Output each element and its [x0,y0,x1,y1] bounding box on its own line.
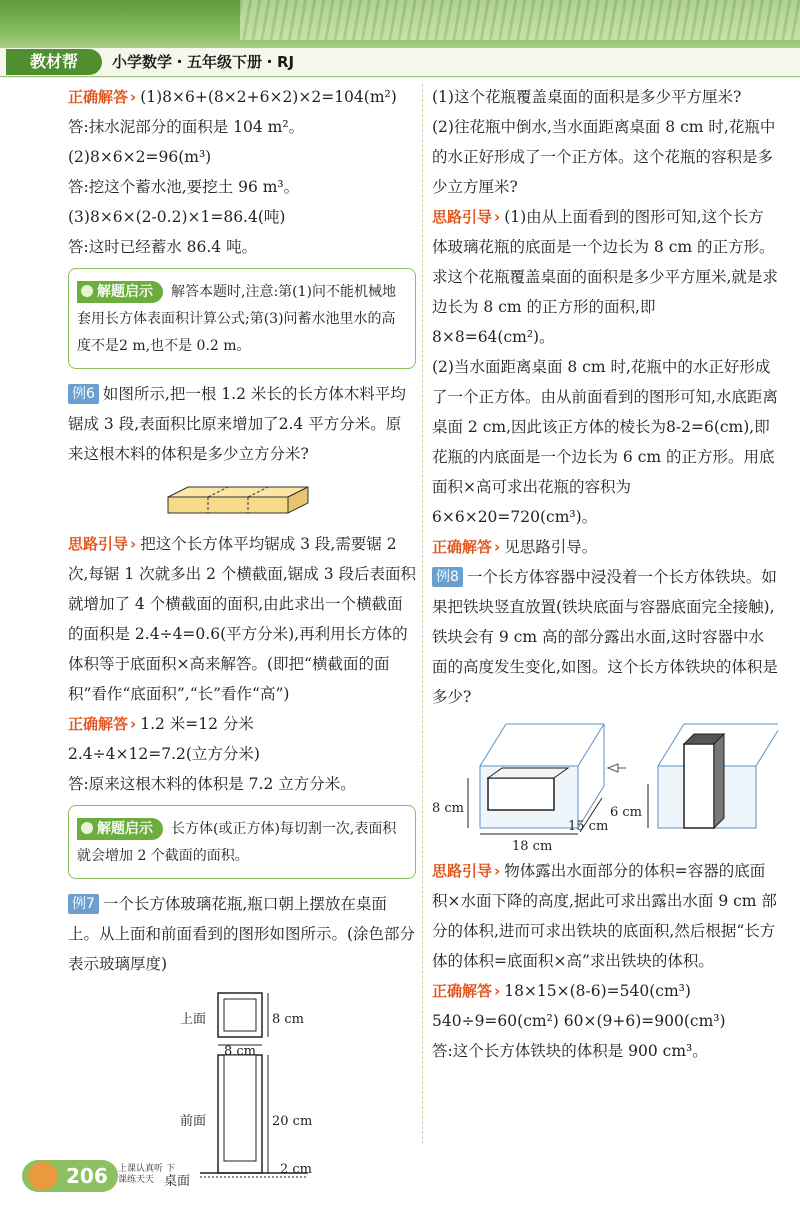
answer-line: 答:抹水泥部分的面积是 104 m²。 [68,118,305,136]
answer-line: 答:这时已经蓄水 86.4 吨。 [68,238,258,256]
example-8-problem [432,562,778,712]
page-slogan: 上课认真听 下课练天天 [118,1164,175,1185]
guide-label: 思路引导 › [68,535,140,553]
dimension-label: 20 cm [272,1114,313,1129]
vase-views-figure [68,987,416,1187]
answer-label: 正确解答 › [68,715,140,733]
left-column [68,82,416,1195]
example-tag: 例6 [68,384,99,404]
answer-label: 正确解答 › [68,88,140,106]
header-decoration [240,0,800,40]
hint-label: 解题启示 [77,818,163,840]
dimension-label: 18 cm [512,839,553,854]
example-tag: 例7 [68,894,99,914]
guide-text: 物体露出水面部分的体积=容器的底面积×水面下降的高度,据此可求出露出水面 9 cm 部分的体积,进而可求出铁块的底面积,然后根据“长方体的体积=底面积×高”求出铁块的体积。 [432,862,777,970]
wood-beam-figure [68,477,416,521]
answer-label: 正确解答 › [432,538,504,556]
answer-line: 答:原来这根木料的体积是 7.2 立方分米。 [68,775,356,793]
book-title: 小学数学・五年级下册・RJ [112,53,295,71]
example-text: 如图所示,把一根 1.2 米长的长方体木料平均锯成 3 段,表面积比原来增加了2.4 平方分米。原来这根木料的体积是多少立方分米? [68,385,406,463]
right-column [432,82,778,1066]
brand-logo: 教材帮 [6,49,102,75]
dimension-label: 8 cm [432,801,465,816]
hint-text: 解答本题时,注意:第(1)问不能机械地套用长方体表面积计算公式;第(3)问蓄水池里水的高度不是2 m,也不是 0.2 m。 [77,284,396,354]
container-figure [432,720,778,854]
hint-box [68,268,416,369]
answer-block [68,709,416,739]
mascot-icon [28,1162,58,1190]
answer-line: 18×15×(8-6)=540(cm³) [504,982,691,1000]
example-6-problem [68,379,416,469]
hint-box [68,805,416,879]
answer-line: 540÷9=60(cm²) 60×(9+6)=900(cm³) [432,1012,726,1030]
guide-label: 思路引导 › [432,208,504,226]
example-7-problem [68,889,416,979]
answer-line: 答:挖这个蓄水池,要挖土 96 m³。 [68,178,300,196]
dimension-label: 8 cm [272,1012,305,1027]
hint-label: 解题启示 [77,281,163,303]
answer-block [432,532,778,562]
front-view-label: 前面 [180,1114,207,1129]
answer-label: 正确解答 › [432,982,504,1000]
dimension-label: 2 cm [280,1162,313,1177]
top-view-label: 上面 [180,1012,207,1027]
example-text: 一个长方体玻璃花瓶,瓶口朝上摆放在桌面上。从上面和前面看到的图形如图所示。(涂色部分表示玻璃厚度) [68,895,416,973]
wood-beam-diagram [68,477,416,521]
answer-line: (2)8×6×2=96(m³) [68,148,212,166]
answer-line: 答:这个长方体铁块的体积是 900 cm³。 [432,1042,708,1060]
question-2: (2)往花瓶中倒水,当水面距离桌面 8 cm 时,花瓶中的水正好形成了一个正方体。这个花瓶的容积是多少立方厘米? [432,118,776,196]
guide-block [432,202,778,352]
vase-views-diagram [68,987,416,1187]
guide-label: 思路引导 › [432,862,504,880]
guide-text: (2)当水面距离桌面 8 cm 时,花瓶中的水正好形成了一个正方体。由从前面看到的图形可知,水底距离桌面 2 cm,因此该正方体的棱长为8-2=6(cm),即花瓶的内底面是一个边长为 6 cm 的正方形。用底面积×高可求出花瓶的容积为 6×6×20=720(cm³)。 [432,358,778,526]
dimension-label: 8 cm [224,1044,257,1059]
answer-block [68,82,416,112]
question-1: (1)这个花瓶覆盖桌面的面积是多少平方厘米? [432,88,742,106]
page-number [22,1160,118,1192]
answer-line: 2.4÷4×12=7.2(立方分米) [68,745,260,763]
dimension-label: 15 cm [568,819,609,834]
dimension-label: 6 cm [610,805,643,820]
example-text: 一个长方体容器中浸没着一个长方体铁块。如果把铁块竖直放置(铁块底面与容器底面完全接触),铁块会有 9 cm 高的部分露出水面,这时容器中水面的高度发生变化,如图。这个长方体铁块的体积是多少? [432,568,778,706]
answer-line: 见思路引导。 [504,538,598,556]
answer-block [432,976,778,1006]
answer-line: 1.2 米=12 分米 [140,715,254,733]
hint-text: 长方体(或正方体)每切割一次,表面积就会增加 2 个截面的面积。 [77,821,397,864]
guide-text: (1)由从上面看到的图形可知,这个长方体玻璃花瓶的底面是一个边长为 8 cm 的正方形。求这个花瓶覆盖桌面的面积是多少平方厘米,就是求边长为 8 cm 的正方形的面积,即 8×8=64(cm²)。 [432,208,778,346]
table-label: 桌面 [164,1174,191,1189]
guide-block [68,529,416,709]
column-divider [422,84,423,1144]
guide-block [432,856,778,976]
answer-line: (3)8×6×(2-0.2)×1=86.4(吨) [68,208,286,226]
guide-text: 把这个长方体平均锯成 3 段,需要锯 2 次,每锯 1 次就多出 2 个横截面,锯成 3 段后表面积就增加了 4 个横截面的面积,由此求出一个横截面的面积是 2.4÷4=0.6(平方分米),再利用长方体的体积等于底面积×高来解答。(即把“横截面的面积”看作“底面积”,“长”看作“高”) [68,535,417,703]
page-number-text: 206 [66,1164,108,1188]
example-tag: 例8 [432,567,463,587]
answer-line: (1)8×6+(8×2+6×2)×2=104(m²) [140,88,397,106]
